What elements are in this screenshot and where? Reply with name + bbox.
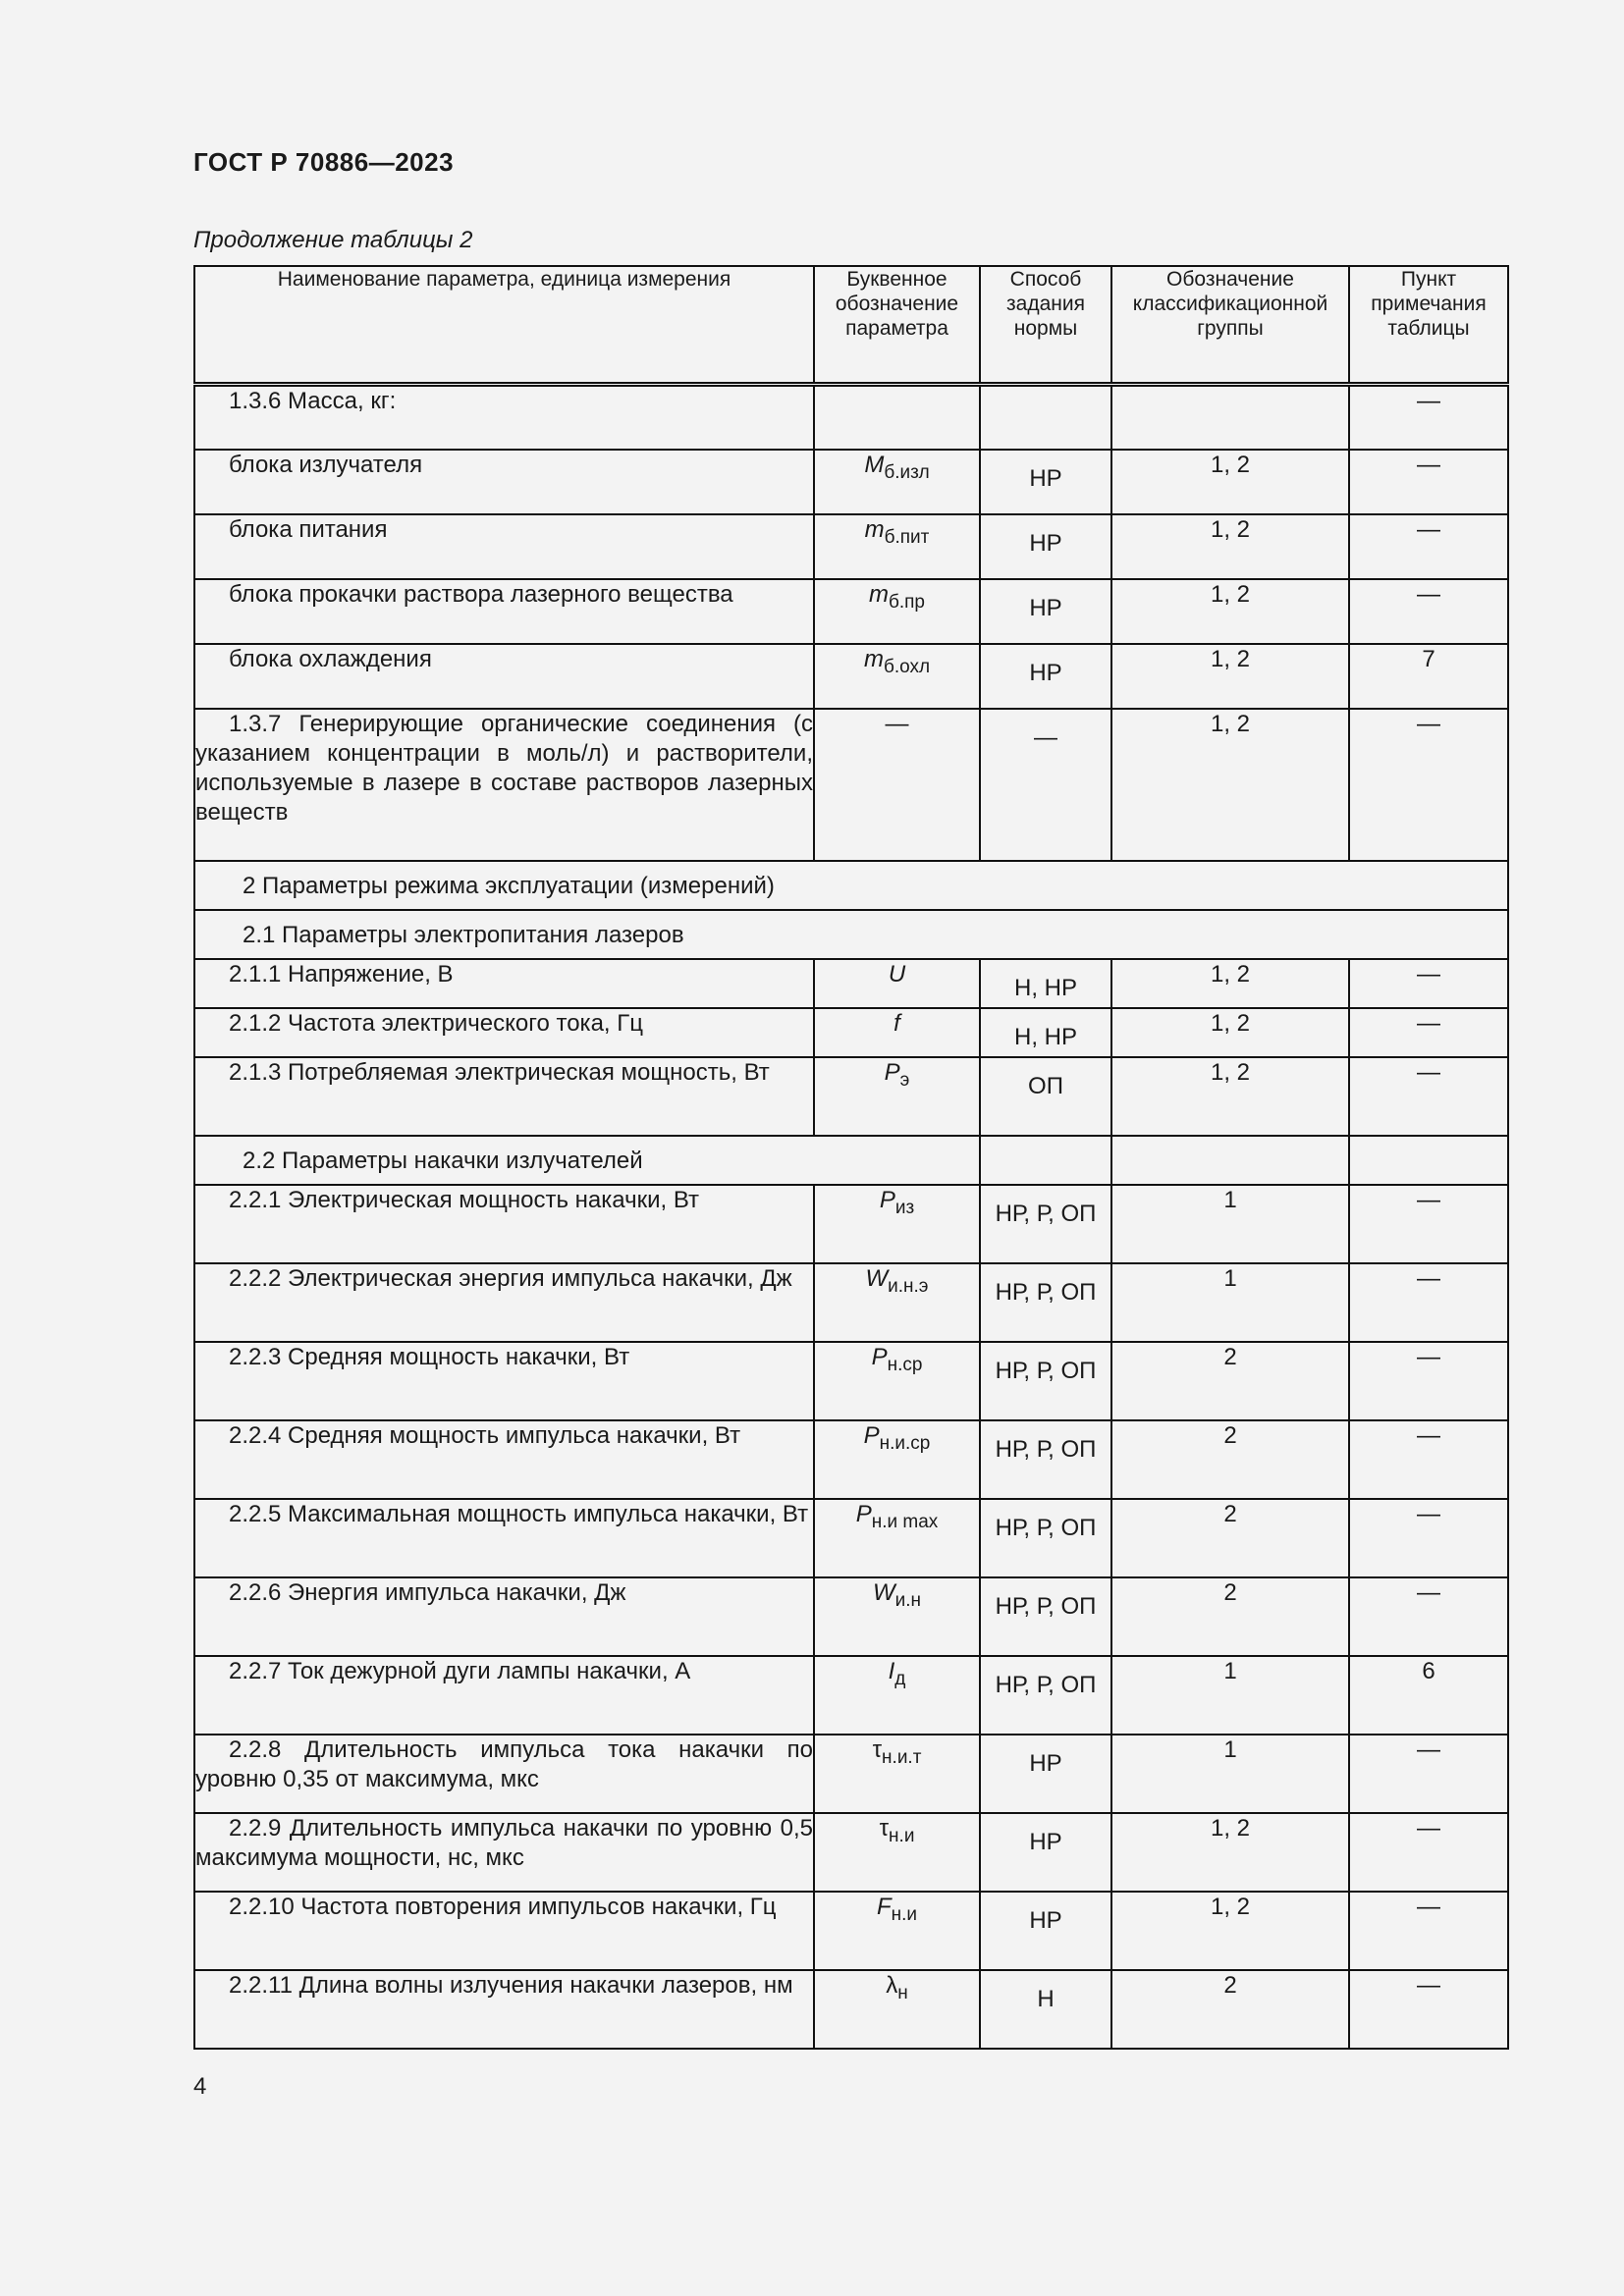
class-group-cell: 1, 2 — [1111, 1008, 1349, 1057]
class-group-cell: 1, 2 — [1111, 579, 1349, 644]
table-row — [194, 1577, 1508, 1656]
class-group-cell: 1, 2 — [1111, 450, 1349, 514]
symbol-letter: τ — [872, 1735, 883, 1763]
symbol-cell — [814, 709, 980, 861]
norm-method-cell: НР, Р, ОП — [980, 1420, 1111, 1499]
symbol-letter: U — [888, 960, 906, 988]
table-row — [194, 514, 1508, 579]
note-item-cell: — — [1349, 1577, 1508, 1656]
table-row — [194, 1008, 1508, 1057]
class-group-cell: 1, 2 — [1111, 709, 1349, 861]
symbol-letter: — — [885, 710, 909, 737]
symbol-subscript: из — [894, 1197, 915, 1218]
symbol-cell — [814, 1420, 980, 1499]
note-item-cell: 7 — [1349, 644, 1508, 709]
symbol-cell — [814, 1577, 980, 1656]
class-group-cell: 2 — [1111, 1577, 1349, 1656]
parameters-table — [193, 265, 1509, 2050]
norm-method-cell: НР, Р, ОП — [980, 1499, 1111, 1577]
param-name-cell — [194, 1008, 814, 1057]
symbol-letter: λ — [886, 1971, 898, 1999]
class-group-cell: 1 — [1111, 1185, 1349, 1263]
param-name-cell — [194, 1499, 814, 1577]
symbol-letter: m — [868, 580, 889, 608]
norm-method-cell — [980, 385, 1111, 450]
group-cell — [980, 1136, 1111, 1185]
param-name-text: блока охлаждения — [229, 645, 432, 672]
note-item-cell: — — [1349, 385, 1508, 450]
param-name-text: блока питания — [229, 515, 388, 543]
class-group-cell: 1, 2 — [1111, 1813, 1349, 1892]
param-name-text: 2.2.8 Длительность импульса тока накачки по уровню 0,35 от максимума, мкс — [195, 1735, 813, 1792]
norm-method-cell: НР — [980, 644, 1111, 709]
param-name-text: 2.2.9 Длительность импульса накачки по уровню 0,5 максимума мощности, нс, мкс — [195, 1814, 813, 1871]
class-group-cell: 1, 2 — [1111, 644, 1349, 709]
param-name-text: 2.2 Параметры накачки излучателей — [243, 1147, 643, 1174]
param-name-cell — [194, 709, 814, 861]
param-name-cell — [194, 910, 1508, 959]
note-item-cell: — — [1349, 579, 1508, 644]
table-row — [194, 910, 1508, 959]
class-group-cell: 1, 2 — [1111, 514, 1349, 579]
table-row — [194, 1185, 1508, 1263]
symbol-cell — [814, 1499, 980, 1577]
table-row — [194, 1892, 1508, 1970]
norm-method-cell: НР — [980, 1735, 1111, 1813]
symbol-subscript: б.пр — [888, 591, 926, 613]
note-item-cell: — — [1349, 1008, 1508, 1057]
table-row — [194, 1656, 1508, 1735]
table-row — [194, 1970, 1508, 2049]
class-group-cell: 1, 2 — [1111, 1892, 1349, 1970]
symbol-cell — [814, 959, 980, 1008]
group-cell — [1111, 1136, 1349, 1185]
note-item-cell: — — [1349, 1970, 1508, 2049]
table-row — [194, 1813, 1508, 1892]
param-name-cell — [194, 1342, 814, 1420]
table-row — [194, 1057, 1508, 1136]
norm-method-cell: НР — [980, 514, 1111, 579]
page-number: 4 — [193, 2073, 207, 2100]
param-name-text: 2.1.1 Напряжение, В — [229, 960, 454, 988]
note-item-cell: — — [1349, 1342, 1508, 1420]
param-name-cell — [194, 1185, 814, 1263]
symbol-subscript: э — [899, 1069, 910, 1091]
param-name-text: 2.1.3 Потребляемая электрическая мощность, Вт — [229, 1058, 770, 1086]
symbol-cell — [814, 1342, 980, 1420]
symbol-letter: τ — [879, 1814, 890, 1842]
symbol-letter: W — [865, 1264, 889, 1292]
symbol-subscript: н.и — [889, 1825, 915, 1846]
symbol-letter: f — [893, 1009, 900, 1037]
note-item-cell: — — [1349, 1057, 1508, 1136]
class-group-cell: 2 — [1111, 1342, 1349, 1420]
param-name-text: 1.3.6 Масса, кг: — [229, 388, 397, 414]
symbol-subscript: н.ср — [887, 1354, 923, 1375]
note-item-cell: — — [1349, 709, 1508, 861]
class-group-cell: 2 — [1111, 1970, 1349, 2049]
symbol-letter: P — [871, 1343, 888, 1370]
table-row — [194, 1420, 1508, 1499]
param-name-cell — [194, 1263, 814, 1342]
note-item-cell: — — [1349, 1499, 1508, 1577]
param-name-cell — [194, 1057, 814, 1136]
norm-method-cell: Н — [980, 1970, 1111, 2049]
table-row — [194, 861, 1508, 910]
symbol-cell — [814, 644, 980, 709]
param-name-cell — [194, 861, 1508, 910]
param-name-text: 2.2.11 Длина волны излучения накачки лазеров, нм — [229, 1971, 793, 1999]
param-name-text: 2.2.2 Электрическая энергия импульса накачки, Дж — [229, 1264, 792, 1292]
table-row — [194, 959, 1508, 1008]
symbol-subscript: н.и.ср — [879, 1432, 931, 1454]
norm-method-cell: НР — [980, 1892, 1111, 1970]
table-row — [194, 1263, 1508, 1342]
symbol-letter: P — [863, 1421, 880, 1449]
class-group-cell: 2 — [1111, 1420, 1349, 1499]
table-row — [194, 1499, 1508, 1577]
class-group-cell: 1 — [1111, 1656, 1349, 1735]
symbol-subscript: н.и — [891, 1903, 918, 1925]
norm-method-cell: НР — [980, 579, 1111, 644]
symbol-letter: I — [888, 1657, 895, 1684]
norm-method-cell: НР, Р, ОП — [980, 1263, 1111, 1342]
param-name-cell — [194, 644, 814, 709]
norm-method-cell: НР, Р, ОП — [980, 1342, 1111, 1420]
class-group-cell: 1 — [1111, 1735, 1349, 1813]
param-name-cell — [194, 579, 814, 644]
param-name-cell — [194, 1970, 814, 2049]
header-note-item: Пункт примечания таблицы — [1349, 266, 1508, 385]
param-name-cell — [194, 1420, 814, 1499]
table-row — [194, 385, 1508, 450]
param-name-text: 2.2.5 Максимальная мощность импульса накачки, Вт — [229, 1500, 809, 1527]
symbol-subscript: б.пит — [884, 526, 930, 548]
norm-method-cell: Н, НР — [980, 1008, 1111, 1057]
symbol-subscript: и.н — [894, 1589, 922, 1611]
class-group-cell: 1, 2 — [1111, 1057, 1349, 1136]
param-name-cell — [194, 1892, 814, 1970]
param-name-cell — [194, 1136, 980, 1185]
symbol-letter: m — [864, 515, 885, 543]
note-item-cell: — — [1349, 959, 1508, 1008]
param-name-cell — [194, 1577, 814, 1656]
note-item-cell: — — [1349, 1813, 1508, 1892]
param-name-cell — [194, 1656, 814, 1735]
class-group-cell: 1 — [1111, 1263, 1349, 1342]
param-name-text: 2 Параметры режима эксплуатации (измерений) — [243, 872, 775, 899]
table-row — [194, 1735, 1508, 1813]
symbol-letter: P — [855, 1500, 872, 1527]
symbol-subscript: д — [894, 1668, 906, 1689]
symbol-cell — [814, 1735, 980, 1813]
norm-method-cell: — — [980, 709, 1111, 861]
note-cell — [1349, 1136, 1508, 1185]
table-caption: Продолжение таблицы 2 — [193, 227, 473, 253]
param-name-text: 2.1 Параметры электропитания лазеров — [243, 921, 684, 948]
symbol-letter: P — [884, 1058, 900, 1086]
header-class-group: Обозначение классификационной группы — [1111, 266, 1349, 385]
param-name-text: 2.2.7 Ток дежурной дуги лампы накачки, А — [229, 1657, 691, 1684]
symbol-cell — [814, 1656, 980, 1735]
symbol-cell — [814, 450, 980, 514]
symbol-subscript: б.изл — [884, 461, 930, 483]
param-name-text: блока прокачки раствора лазерного вещества — [229, 580, 733, 608]
param-name-cell — [194, 385, 814, 450]
note-item-cell: — — [1349, 1420, 1508, 1499]
symbol-subscript: н.и max — [871, 1511, 939, 1532]
symbol-cell — [814, 1813, 980, 1892]
table-row — [194, 1342, 1508, 1420]
symbol-cell — [814, 1057, 980, 1136]
document-id: ГОСТ Р 70886—2023 — [193, 147, 455, 177]
symbol-subscript: б.охл — [883, 656, 931, 677]
table-row — [194, 450, 1508, 514]
class-group-cell: 2 — [1111, 1499, 1349, 1577]
table-row — [194, 1136, 1508, 1185]
header-parameter-name: Наименование параметра, единица измерения — [194, 266, 814, 385]
param-name-text: 2.2.10 Частота повторения импульсов накачки, Гц — [229, 1893, 777, 1920]
norm-method-cell: НР, Р, ОП — [980, 1185, 1111, 1263]
param-name-cell — [194, 514, 814, 579]
table-row — [194, 644, 1508, 709]
symbol-subscript: н — [897, 1982, 908, 2003]
norm-method-cell: НР — [980, 1813, 1111, 1892]
param-name-cell — [194, 450, 814, 514]
symbol-subscript: и.н.э — [888, 1275, 929, 1297]
note-item-cell: 6 — [1349, 1656, 1508, 1735]
param-name-text: 2.2.4 Средняя мощность импульса накачки, Вт — [229, 1421, 741, 1449]
note-item-cell: — — [1349, 1892, 1508, 1970]
symbol-cell — [814, 1008, 980, 1057]
table-header-row — [194, 266, 1508, 385]
symbol-letter: M — [864, 451, 885, 478]
param-name-text: 1.3.7 Генерирующие органические соединения (с указанием концентрации в моль/л) и растворители, используемые в лазере в составе растворов лазерных веществ — [195, 710, 813, 826]
param-name-text: 2.2.1 Электрическая мощность накачки, Вт — [229, 1186, 700, 1213]
note-item-cell: — — [1349, 1735, 1508, 1813]
norm-method-cell: НР — [980, 450, 1111, 514]
param-name-cell — [194, 1735, 814, 1813]
symbol-cell — [814, 1263, 980, 1342]
class-group-cell — [1111, 385, 1349, 450]
header-norm-method: Способ задания нормы — [980, 266, 1111, 385]
symbol-cell — [814, 579, 980, 644]
note-item-cell: — — [1349, 450, 1508, 514]
norm-method-cell: НР, Р, ОП — [980, 1577, 1111, 1656]
norm-method-cell: Н, НР — [980, 959, 1111, 1008]
param-name-text: 2.2.6 Энергия импульса накачки, Дж — [229, 1578, 626, 1606]
symbol-letter: m — [863, 645, 884, 672]
symbol-letter: P — [879, 1186, 895, 1213]
note-item-cell: — — [1349, 514, 1508, 579]
param-name-text: 2.2.3 Средняя мощность накачки, Вт — [229, 1343, 630, 1370]
note-item-cell: — — [1349, 1185, 1508, 1263]
symbol-cell — [814, 514, 980, 579]
param-name-text: 2.1.2 Частота электрического тока, Гц — [229, 1009, 643, 1037]
symbol-cell — [814, 1892, 980, 1970]
header-letter-designation: Буквенное обозначение параметра — [814, 266, 980, 385]
class-group-cell: 1, 2 — [1111, 959, 1349, 1008]
table-row — [194, 579, 1508, 644]
symbol-cell — [814, 385, 980, 450]
symbol-cell — [814, 1185, 980, 1263]
norm-method-cell: НР, Р, ОП — [980, 1656, 1111, 1735]
param-name-cell — [194, 1813, 814, 1892]
param-name-cell — [194, 959, 814, 1008]
table-row — [194, 709, 1508, 861]
symbol-cell — [814, 1970, 980, 2049]
symbol-letter: F — [876, 1893, 892, 1920]
note-item-cell: — — [1349, 1263, 1508, 1342]
norm-method-cell: ОП — [980, 1057, 1111, 1136]
param-name-text: блока излучателя — [229, 451, 423, 478]
symbol-subscript: н.и.т — [882, 1746, 922, 1768]
symbol-letter: W — [872, 1578, 895, 1606]
